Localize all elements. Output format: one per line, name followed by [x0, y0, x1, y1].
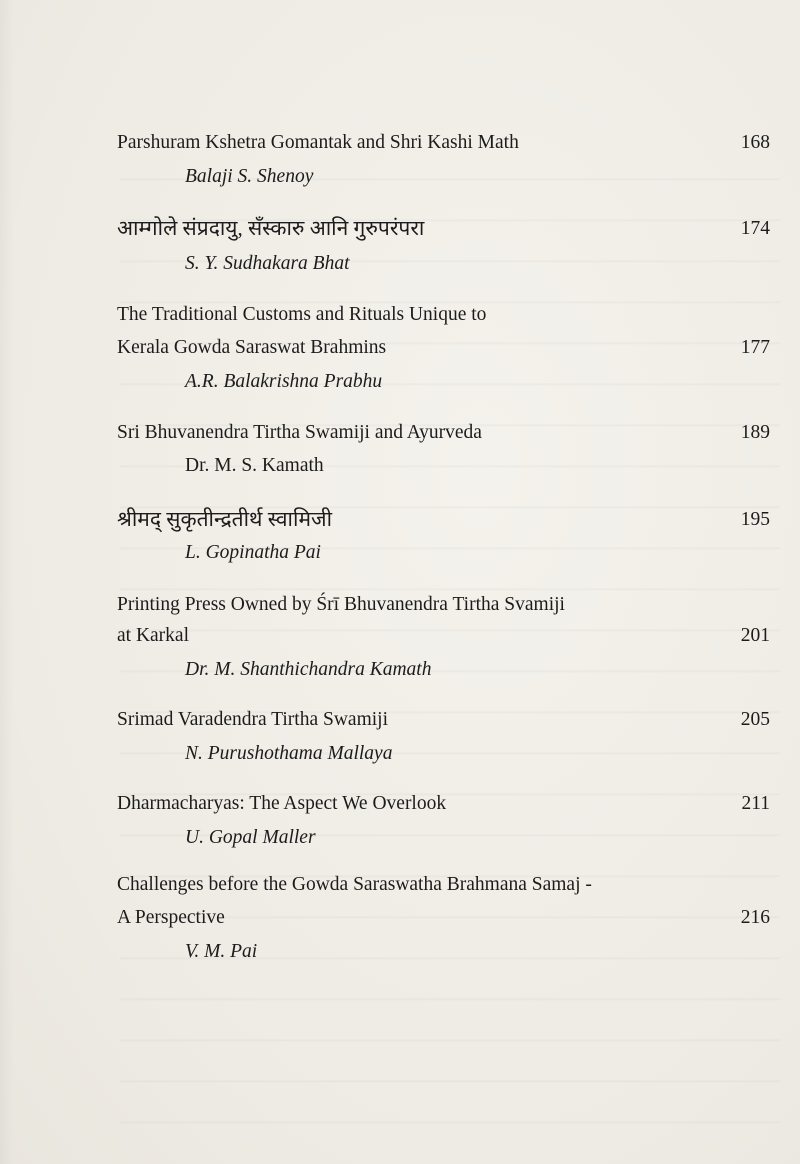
entry-title: Sri Bhuvanendra Tirtha Swamiji and Ayurveda — [117, 422, 482, 443]
entry-title-continued: at Karkal — [117, 625, 190, 646]
entry-author: Dr. M. Shanthichandra Kamath — [185, 659, 432, 680]
entry-title: Printing Press Owned by Śrī Bhuvanendra Tirtha Svamiji — [117, 594, 565, 615]
entry-title: आम्गोले संप्रदायु, सँस्कारु आनि गुरुपरंपरा — [117, 216, 425, 240]
entry-author: U. Gopal Maller — [185, 827, 316, 848]
entry-page-number: 211 — [741, 793, 770, 814]
entry-author: A.R. Balakrishna Prabhu — [185, 371, 383, 392]
entry-page-number: 216 — [740, 907, 770, 928]
entry-author: L. Gopinatha Pai — [185, 542, 321, 563]
entry-author: S. Y. Sudhakara Bhat — [185, 253, 350, 274]
entry-page-number: 195 — [740, 509, 770, 530]
entry-page-number: 174 — [740, 218, 770, 239]
entry-page-number: 201 — [740, 625, 770, 646]
entry-page-number: 168 — [740, 132, 770, 153]
entry-page-number: 189 — [740, 422, 770, 443]
entry-title: Challenges before the Gowda Saraswatha Brahmana Samaj - — [117, 874, 592, 895]
entry-author: Balaji S. Shenoy — [185, 166, 314, 187]
entry-title: श्रीमद् सुकृतीन्द्रतीर्थ स्वामिजी — [117, 507, 333, 531]
entry-page-number: 205 — [740, 709, 770, 730]
entry-title-continued: A Perspective — [117, 907, 225, 928]
entry-title: Parshuram Kshetra Gomantak and Shri Kashi Math — [117, 132, 519, 153]
entry-title: The Traditional Customs and Rituals Unique to — [117, 304, 487, 325]
entry-title: Srimad Varadendra Tirtha Swamiji — [117, 709, 388, 730]
entry-author: Dr. M. S. Kamath — [185, 455, 324, 476]
entry-title: Dharmacharyas: The Aspect We Overlook — [117, 793, 447, 814]
entry-author: N. Purushothama Mallaya — [185, 743, 393, 764]
entry-author: V. M. Pai — [185, 941, 258, 962]
entry-title-continued: Kerala Gowda Saraswat Brahmins — [117, 337, 387, 358]
entry-page-number: 177 — [740, 337, 770, 358]
bleed-through-texture — [120, 140, 780, 1140]
